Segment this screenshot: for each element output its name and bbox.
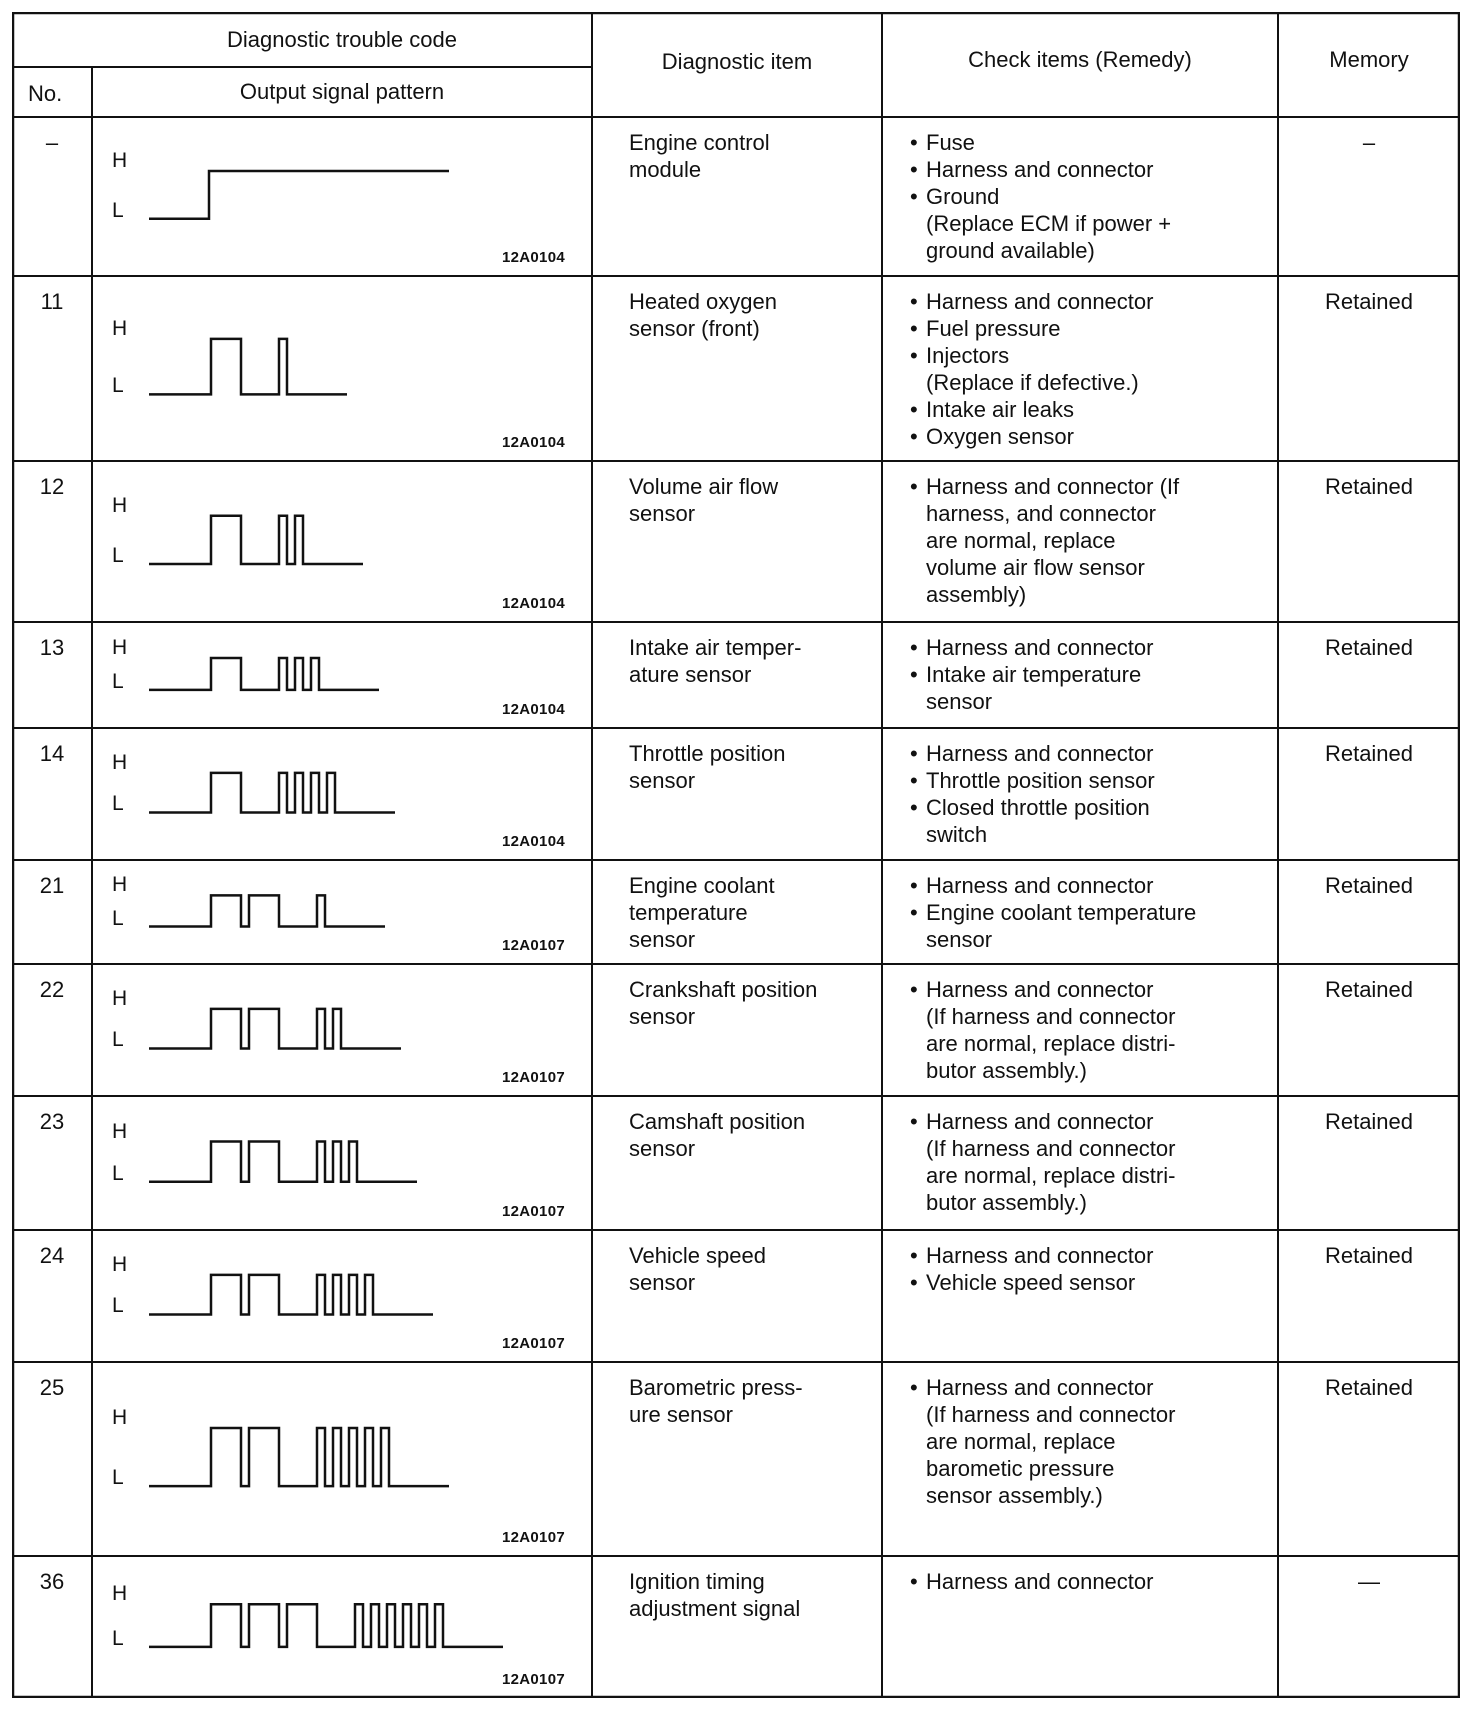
signal-high-label: H xyxy=(112,636,128,660)
check-items-list xyxy=(909,288,1269,450)
memory-status: Retained xyxy=(1324,1375,1414,1400)
signal-low-label: L xyxy=(112,1028,124,1052)
diagnostic-item-line: Throttle position xyxy=(629,741,786,766)
check-item: • Harness and connector xyxy=(909,634,1269,661)
row-code-number: 23 xyxy=(39,1109,65,1134)
signal-waveform xyxy=(149,1009,401,1049)
diagnostic-item-line: Crankshaft position xyxy=(629,977,818,1002)
diagnostic-item-line: ure sensor xyxy=(629,1402,733,1427)
figure-reference: 12A0104 xyxy=(502,833,565,850)
check-item: • Intake air temperature xyxy=(909,661,1269,688)
check-item: • Harness and connector xyxy=(909,976,1269,1003)
memory-status: Retained xyxy=(1324,474,1414,499)
diagnostic-item xyxy=(629,634,879,688)
check-item: • Harness and connector xyxy=(909,1108,1269,1135)
check-item: • Harness and connector xyxy=(909,1242,1269,1269)
signal-waveform xyxy=(149,895,385,926)
check-item: • Harness and connector xyxy=(909,740,1269,767)
check-item: butor assembly.) xyxy=(926,1190,1087,1215)
signal-low-label: L xyxy=(112,906,124,930)
diagnostic-item-line: Heated oxygen xyxy=(629,289,777,314)
diagnostic-item-line: Volume air flow xyxy=(629,474,779,499)
diagnostic-item-line: Engine control xyxy=(629,130,770,155)
diagnostic-item xyxy=(629,288,879,342)
signal-high-label: H xyxy=(112,750,128,774)
memory-status: Retained xyxy=(1324,741,1414,766)
signal-waveform xyxy=(149,171,449,219)
check-items-list xyxy=(909,473,1269,608)
memory-status: Retained xyxy=(1324,977,1414,1002)
diagnostic-item xyxy=(629,976,879,1030)
check-item: are normal, replace distri- xyxy=(926,1031,1176,1056)
diagnostic-item-line: Engine coolant xyxy=(629,873,775,898)
diagnostic-item-line: Vehicle speed xyxy=(629,1243,766,1268)
check-item: sensor xyxy=(926,689,993,714)
diagnostic-item-line: sensor xyxy=(629,501,696,526)
check-item: • Ground xyxy=(909,183,1269,210)
memory-status: — xyxy=(1358,1569,1380,1594)
check-item: • Harness and connector xyxy=(909,872,1269,899)
signal-waveform xyxy=(149,773,395,813)
check-items-list xyxy=(909,1374,1269,1509)
check-item: sensor xyxy=(926,927,993,952)
signal-high-label: H xyxy=(112,1252,128,1276)
memory-status: Retained xyxy=(1324,1243,1414,1268)
check-items-list xyxy=(909,740,1269,848)
diagnostic-item-line: sensor (front) xyxy=(629,316,760,341)
check-item: are normal, replace distri- xyxy=(926,1163,1176,1188)
signal-high-label: H xyxy=(112,316,128,340)
header-check-items: Check items (Remedy) xyxy=(968,47,1192,72)
memory-status: Retained xyxy=(1324,289,1414,314)
row-code-number: – xyxy=(45,130,59,155)
figure-reference: 12A0104 xyxy=(502,595,565,612)
diagnostic-item-line: module xyxy=(629,157,702,182)
figure-reference: 12A0104 xyxy=(502,434,565,451)
check-item: (If harness and connector xyxy=(926,1402,1176,1427)
signal-low-label: L xyxy=(112,1626,124,1650)
row-code-number: 14 xyxy=(39,741,65,766)
check-items-list xyxy=(909,129,1269,264)
signal-waveform xyxy=(149,1604,503,1647)
header-no: No. xyxy=(28,81,63,106)
diagnostic-item xyxy=(629,129,879,183)
diagnostic-item xyxy=(629,872,879,953)
signal-high-label: H xyxy=(112,1582,128,1606)
memory-status: Retained xyxy=(1324,873,1414,898)
check-item: • Fuse xyxy=(909,129,1269,156)
signal-low-label: L xyxy=(112,792,124,816)
check-item: are normal, replace xyxy=(926,1429,1116,1454)
diagnostic-item-line: ature sensor xyxy=(629,662,752,687)
figure-reference: 12A0107 xyxy=(502,1335,565,1352)
row-code-number: 12 xyxy=(39,474,65,499)
check-items-list xyxy=(909,1242,1269,1296)
row-code-number: 13 xyxy=(39,635,65,660)
diagnostic-item-line: adjustment signal xyxy=(629,1596,801,1621)
signal-waveform xyxy=(149,1275,433,1315)
diagnostic-code-table xyxy=(12,12,1460,1698)
check-item: ground available) xyxy=(926,238,1095,263)
diagnostic-item xyxy=(629,473,879,527)
signal-low-label: L xyxy=(112,1294,124,1318)
diagnostic-item-line: sensor xyxy=(629,768,696,793)
signal-high-label: H xyxy=(112,873,128,897)
check-item: (If harness and connector xyxy=(926,1136,1176,1161)
check-items-list xyxy=(909,1108,1269,1216)
figure-reference: 12A0104 xyxy=(502,701,565,718)
signal-high-label: H xyxy=(112,493,128,517)
memory-status: – xyxy=(1362,130,1376,155)
diagnostic-item-line: Camshaft position xyxy=(629,1109,806,1134)
check-item: • Harness and connector (If xyxy=(909,473,1269,500)
diagnostic-item-line: sensor xyxy=(629,1136,696,1161)
row-code-number: 11 xyxy=(40,289,64,314)
check-item: • Closed throttle position xyxy=(909,794,1269,821)
signal-low-label: L xyxy=(112,1466,124,1490)
diagnostic-item xyxy=(629,740,879,794)
check-items-list xyxy=(909,976,1269,1084)
check-item: • Harness and connector xyxy=(909,1374,1269,1401)
signal-waveform xyxy=(149,658,379,690)
row-code-number: 22 xyxy=(39,977,65,1002)
header-dtc: Diagnostic trouble code xyxy=(227,27,457,52)
figure-reference: 12A0107 xyxy=(502,1671,565,1688)
diagnostic-item-line: Ignition timing xyxy=(629,1569,765,1594)
check-item: • Fuel pressure xyxy=(909,315,1269,342)
check-items-list xyxy=(909,872,1269,953)
check-item: are normal, replace xyxy=(926,528,1116,553)
row-code-number: 24 xyxy=(39,1243,65,1268)
check-items-list xyxy=(909,1568,1269,1595)
header-memory: Memory xyxy=(1329,47,1409,72)
header-diagnostic-item: Diagnostic item xyxy=(661,49,813,74)
check-item: (Replace ECM if power + xyxy=(926,211,1172,236)
figure-reference: 12A0107 xyxy=(502,1069,565,1086)
check-item: barometic pressure xyxy=(926,1456,1115,1481)
signal-waveform xyxy=(149,516,363,564)
check-item: • Harness and connector xyxy=(909,156,1269,183)
check-item: assembly) xyxy=(926,582,1027,607)
signal-high-label: H xyxy=(112,1405,128,1429)
signal-low-label: L xyxy=(112,374,124,398)
diagnostic-item xyxy=(629,1568,879,1622)
memory-status: Retained xyxy=(1324,1109,1414,1134)
row-code-number: 36 xyxy=(39,1569,65,1594)
check-item: sensor assembly.) xyxy=(926,1483,1103,1508)
check-items-list xyxy=(909,634,1269,715)
check-item: • Harness and connector xyxy=(909,1568,1269,1595)
row-code-number: 25 xyxy=(39,1375,65,1400)
diagnostic-item xyxy=(629,1242,879,1296)
check-item: (If harness and connector xyxy=(926,1004,1176,1029)
diagnostic-item xyxy=(629,1374,879,1428)
check-item: butor assembly.) xyxy=(926,1058,1087,1083)
signal-high-label: H xyxy=(112,986,128,1010)
signal-low-label: L xyxy=(112,669,124,693)
diagnostic-item-line: sensor xyxy=(629,1004,696,1029)
signal-waveform xyxy=(149,1428,449,1486)
check-item: • Harness and connector xyxy=(909,288,1269,315)
signal-waveform xyxy=(149,339,347,395)
check-item: harness, and connector xyxy=(926,501,1156,526)
signal-high-label: H xyxy=(112,1119,128,1143)
figure-reference: 12A0107 xyxy=(502,937,565,954)
signal-low-label: L xyxy=(112,1161,124,1185)
diagnostic-item-line: temperature xyxy=(629,900,748,925)
diagnostic-item-line: sensor xyxy=(629,1270,696,1295)
diagnostic-item-line: sensor xyxy=(629,927,696,952)
check-item: • Vehicle speed sensor xyxy=(909,1269,1269,1296)
check-item: • Injectors xyxy=(909,342,1269,369)
diagnostic-item xyxy=(629,1108,879,1162)
check-item: • Oxygen sensor xyxy=(909,423,1269,450)
check-item: • Throttle position sensor xyxy=(909,767,1269,794)
diagnostic-item-line: Intake air temper- xyxy=(629,635,802,660)
header-pattern: Output signal pattern xyxy=(239,79,445,104)
figure-reference: 12A0107 xyxy=(502,1203,565,1220)
signal-waveform xyxy=(149,1142,417,1182)
check-item: volume air flow sensor xyxy=(926,555,1145,580)
check-item: (Replace if defective.) xyxy=(926,370,1139,395)
row-code-number: 21 xyxy=(39,873,65,898)
check-item: • Intake air leaks xyxy=(909,396,1269,423)
figure-reference: 12A0104 xyxy=(502,249,565,266)
figure-reference: 12A0107 xyxy=(502,1529,565,1546)
check-item: switch xyxy=(926,822,988,847)
diagnostic-item-line: Barometric press- xyxy=(629,1375,803,1400)
check-item: • Engine coolant temperature xyxy=(909,899,1269,926)
signal-low-label: L xyxy=(112,198,124,222)
signal-high-label: H xyxy=(112,149,128,173)
signal-low-label: L xyxy=(112,544,124,568)
memory-status: Retained xyxy=(1324,635,1414,660)
